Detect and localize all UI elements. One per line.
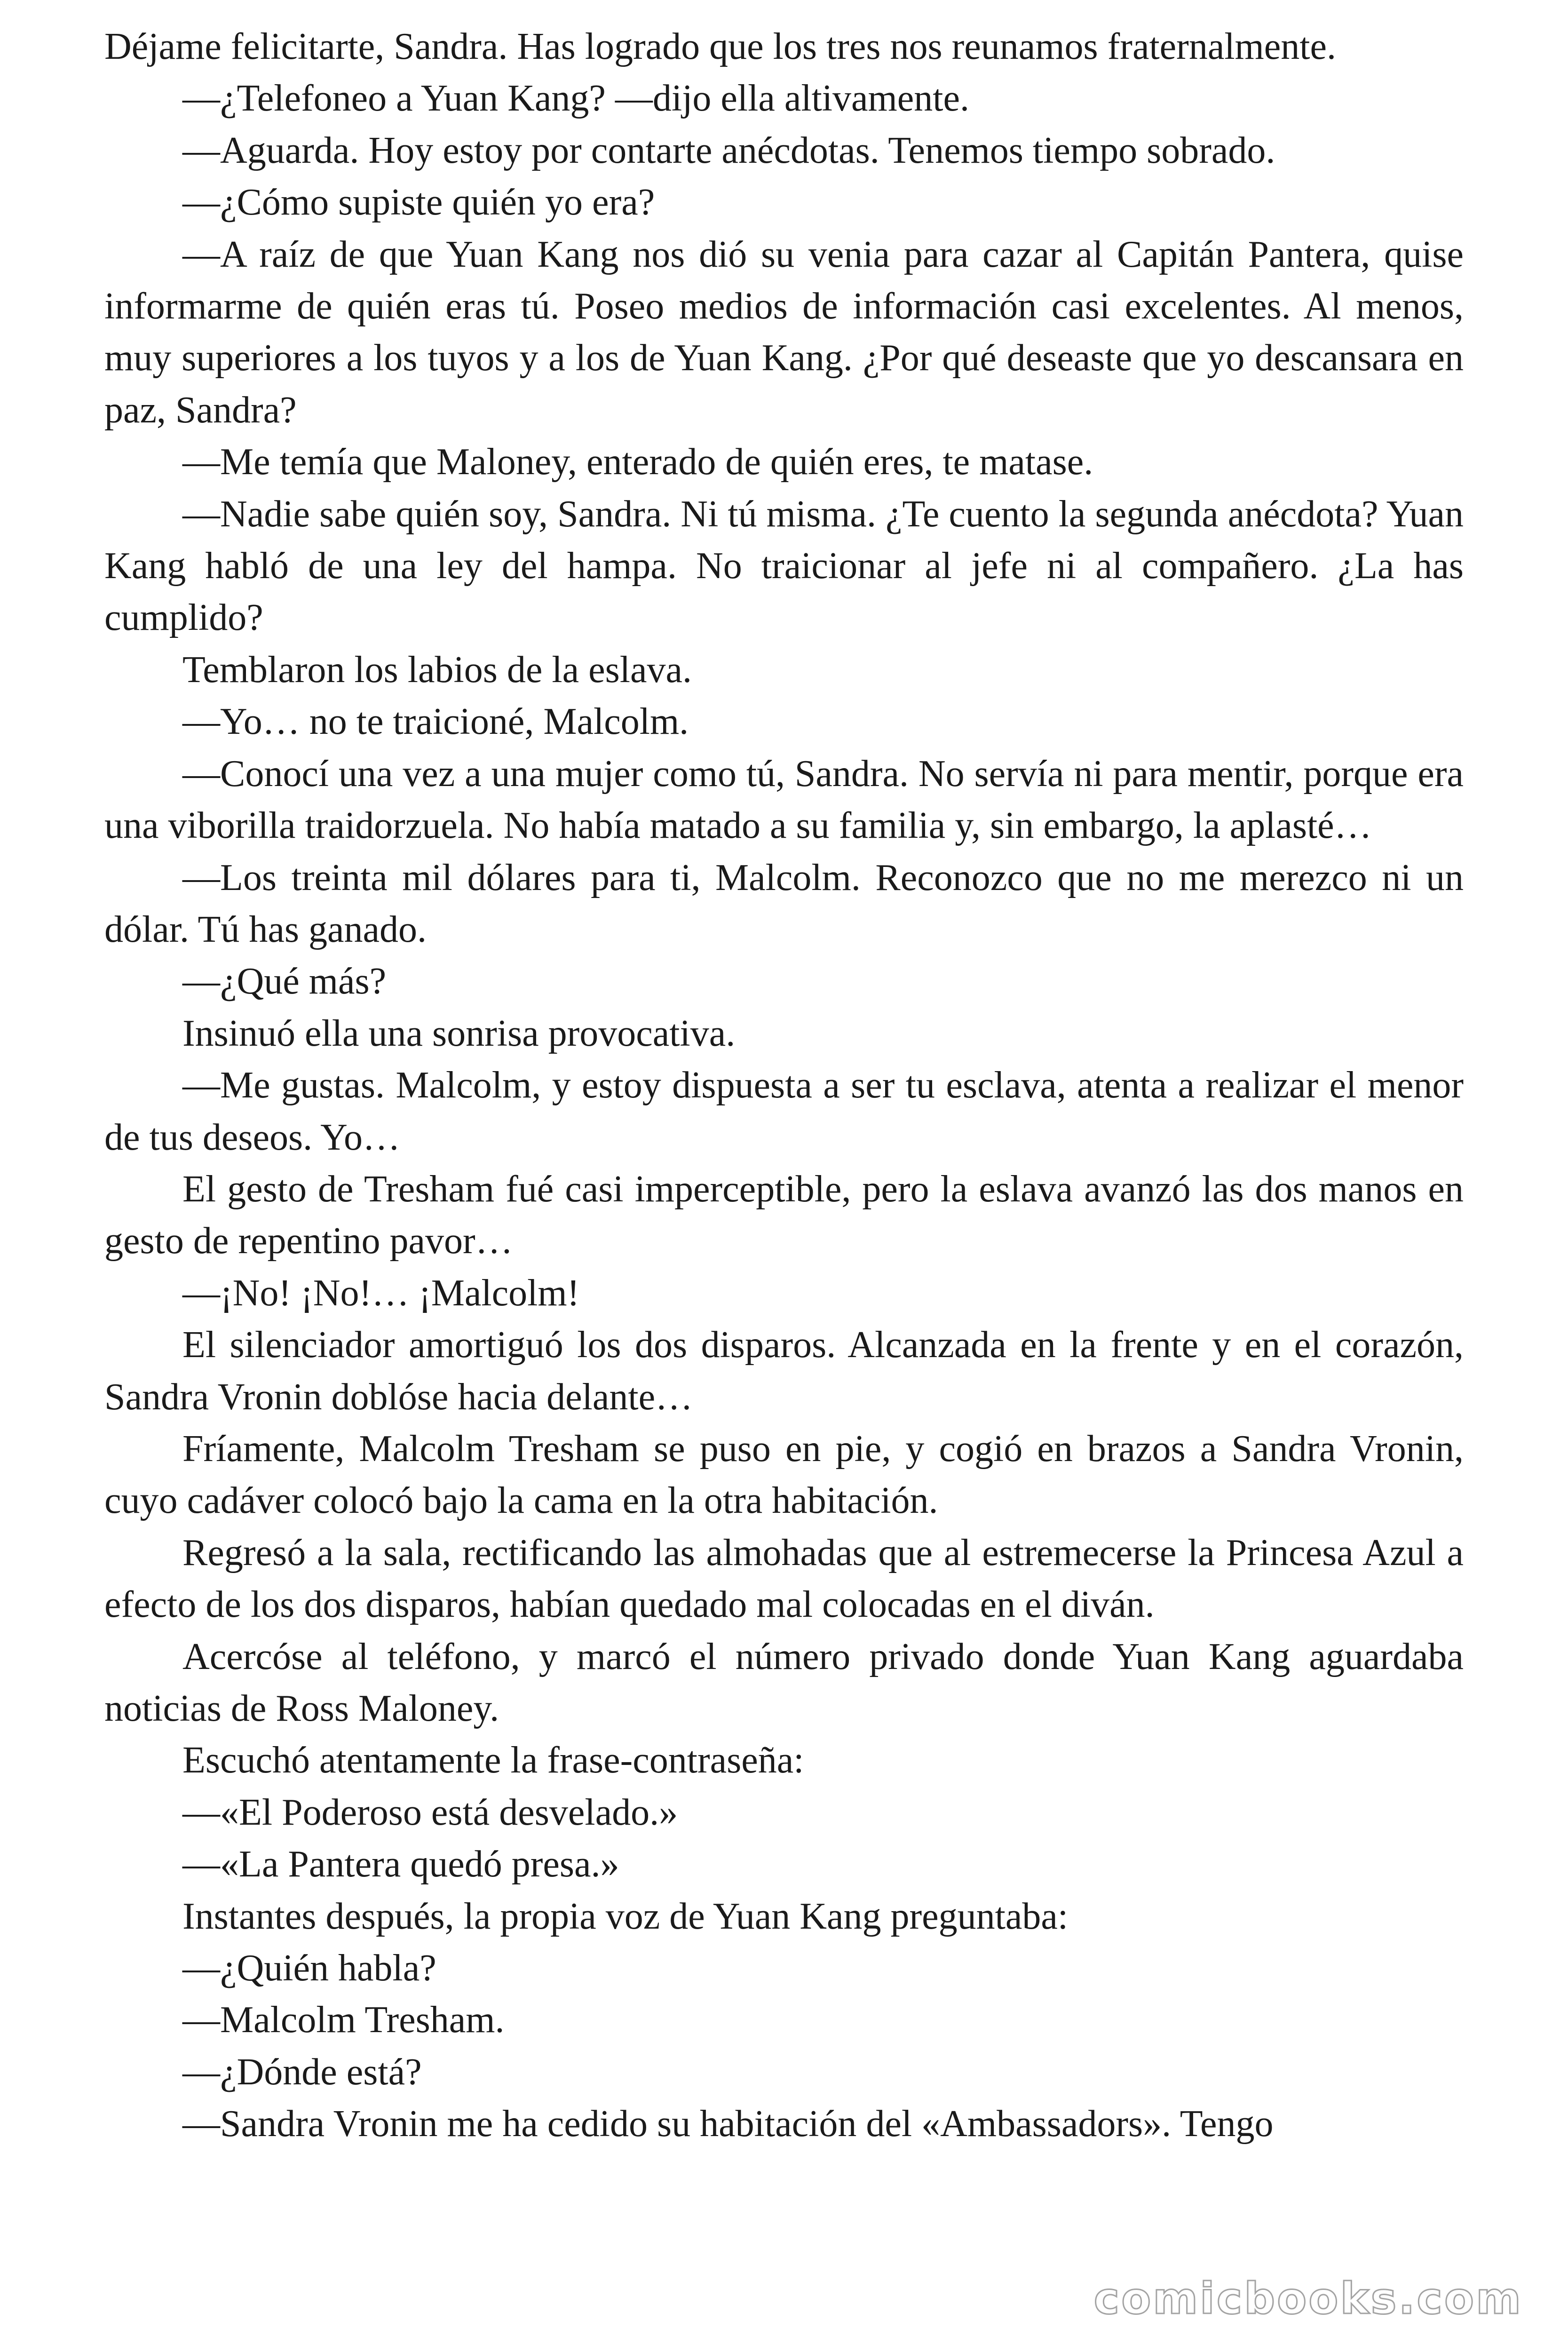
paragraph: —Conocí una vez a una mujer como tú, Sandra. No servía ni para mentir, porque era una viborilla traidorzuela. No había matado a su familia y, sin embargo, la aplasté… — [104, 753, 1464, 847]
paragraph: —Yo… no te traicioné, Malcolm. — [182, 701, 689, 743]
paragraph: —Los treinta mil dólares para ti, Malcolm. Reconozco que no me merezco ni un dólar. Tú has ganado. — [104, 857, 1464, 950]
paragraph: —«La Pantera quedó presa.» — [182, 1843, 619, 1885]
paragraph: —Me temía que Maloney, enterado de quién eres, te matase. — [182, 441, 1093, 483]
paragraph: —¿Cómo supiste quién yo era? — [182, 182, 655, 223]
paragraph: —Nadie sabe quién soy, Sandra. Ni tú misma. ¿Te cuento la segunda anécdota? Yuan Kang habló de una ley del hampa. No traicionar al jefe ni al compañero. ¿La has cumplido? — [104, 493, 1464, 639]
paragraph: —Me gustas. Malcolm, y estoy dispuesta a ser tu esclava, atenta a realizar el menor de tus deseos. Yo… — [104, 1065, 1464, 1158]
paragraph: Insinuó ella una sonrisa provocativa. — [182, 1012, 736, 1054]
paragraph: Acercóse al teléfono, y marcó el número privado donde Yuan Kang aguardaba noticias de Ross Maloney. — [104, 1636, 1464, 1729]
paragraph: El silenciador amortiguó los dos disparos. Alcanzada en la frente y en el corazón, Sandra Vronin doblóse hacia delante… — [104, 1324, 1464, 1418]
watermark-logo: comicbooks.com — [1093, 2273, 1523, 2324]
paragraph: —¿Qué más? — [182, 961, 387, 1002]
paragraph: —Malcolm Tresham. — [182, 1999, 505, 2041]
paragraph: —Aguarda. Hoy estoy por contarte anécdotas. Tenemos tiempo sobrado. — [182, 129, 1275, 171]
paragraph: —A raíz de que Yuan Kang nos dió su venia para cazar al Capitán Pantera, quise informarme de quién eras tú. Poseo medios de información casi excelentes. Al menos, muy superiores a los tuyos y a los de Yuan Kang. ¿Por qué deseaste que yo descansara en paz, Sandra? — [104, 233, 1464, 431]
paragraph: Fríamente, Malcolm Tresham se puso en pie, y cogió en brazos a Sandra Vronin, cuyo cadáver colocó bajo la cama en la otra habitación. — [104, 1428, 1464, 1522]
paragraph: Regresó a la sala, rectificando las almohadas que al estremecerse la Princesa Azul a efecto de los dos disparos, habían quedado mal colocadas en el diván. — [104, 1532, 1464, 1626]
paragraph: El gesto de Tresham fué casi imperceptible, pero la eslava avanzó las dos manos en gesto de repentino pavor… — [104, 1168, 1464, 1262]
paragraph: —¿Quién habla? — [182, 1947, 436, 1989]
paragraph: —Sandra Vronin me ha cedido su habitación del «Ambassadors». Tengo — [182, 2103, 1274, 2145]
paragraph: Escuchó atentamente la frase-contraseña: — [182, 1740, 804, 1781]
paragraph: —«El Poderoso está desvelado.» — [182, 1791, 678, 1833]
paragraph: —¡No! ¡No!… ¡Malcolm! — [182, 1272, 580, 1314]
paragraph: Déjame felicitarte, Sandra. Has logrado que los tres nos reunamos fraternalmente. — [104, 26, 1337, 67]
paragraph: —¿Telefoneo a Yuan Kang? —dijo ella altivamente. — [182, 78, 970, 119]
paragraph: Instantes después, la propia voz de Yuan Kang preguntaba: — [182, 1895, 1069, 1937]
body-text — [104, 21, 1464, 2150]
paragraph: —¿Dónde está? — [182, 2051, 422, 2093]
paragraph: Temblaron los labios de la eslava. — [182, 649, 692, 691]
